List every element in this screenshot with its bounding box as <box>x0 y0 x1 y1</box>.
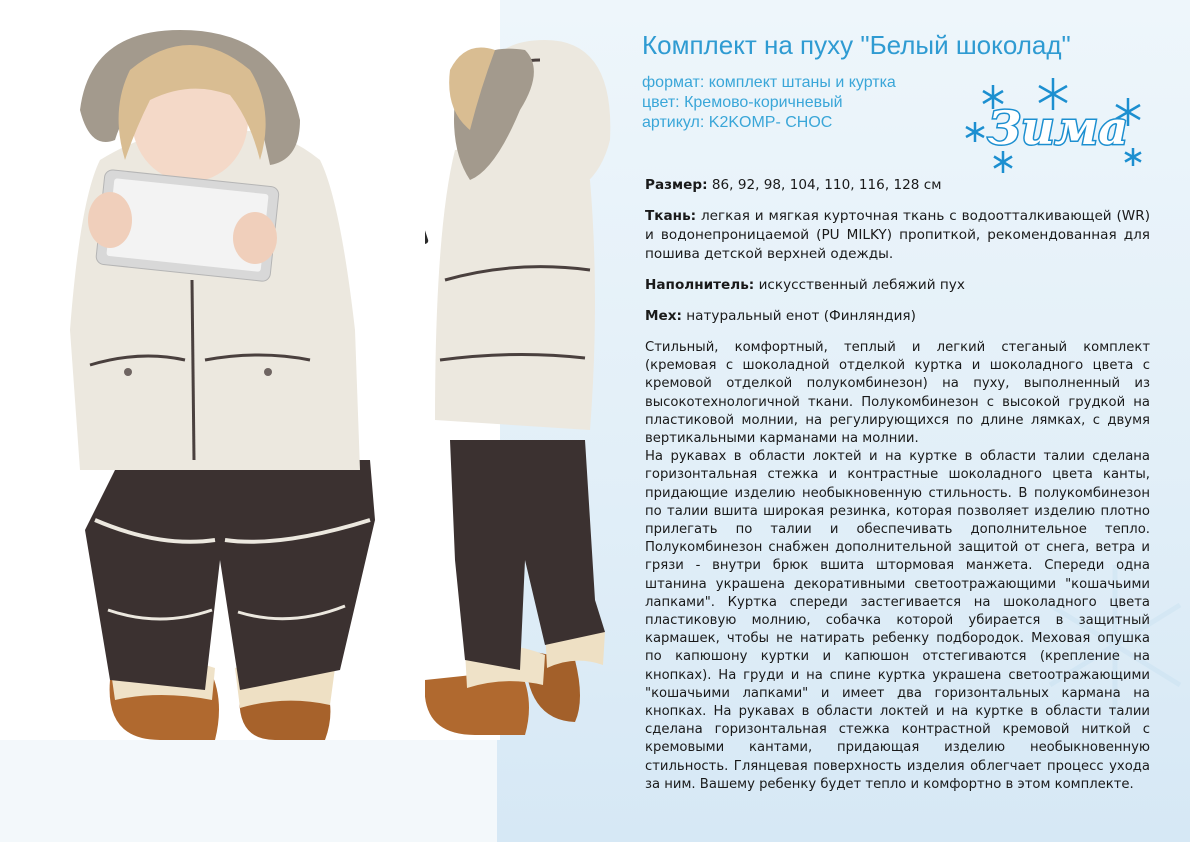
pants <box>85 460 375 690</box>
spec-fur: Мех: натуральный енот (Финляндия) <box>645 308 916 324</box>
brand-logo <box>963 72 1153 182</box>
product-specs <box>645 176 1150 338</box>
product-photo-back <box>425 0 625 842</box>
spec-fabric: Ткань: легкая и мягкая курточная ткань с водоотталкивающей (WR) и водонепроницаемой (PU MILKY) пропиткой, рекомендованная для пошива детской верхней одежды. <box>645 208 1150 262</box>
product-title: Комплект на пуху "Белый шоколад" <box>642 30 1071 60</box>
product-article: артикул: K2KOMP- CHOC <box>642 114 833 131</box>
logo-text: Зима <box>987 101 1129 155</box>
description-paragraph: Стильный, комфортный, теплый и легкий стеганый комплект (кремовая с шоколадной отделкой куртка и шоколадного цвета с кремовой отделкой полукомбинезон) на пуху, выполненный из высокотехнологичной ткани. Полукомбинезон с высокой грудкой на пластиковой молнии, на регулирующихся по длине лямках, с двумя вертикальными карманами на молнии. <box>645 340 1150 447</box>
spec-size: Размер: 86, 92, 98, 104, 110, 116, 128 см <box>645 177 942 193</box>
product-color: цвет: Кремово-коричневый <box>642 94 843 111</box>
spec-filler: Наполнитель: искусственный лебяжий пух <box>645 277 965 293</box>
description-paragraph: На рукавах в области локтей и на куртке в области талии сделана горизонтальная стежка и контрастные шоколадного цвета канты, придающие изделию необыкновенную стильность. В полукомбинезон по талии вшита широкая резинка, которая позволяет изделию плотно прилегать по талии и обеспечивать дополнительное тепло. Полукомбинезон снабжен дополнительной защитой от снега, ветра и грязи - внутри брюк вшита штормовая манжета. Спереди одна штанина украшена декоративными светоотражающими "кошачьими лапками". Куртка спереди застегивается на шоколадного цвета пластиковую молнию, собачка которой убирается в защитный кармашек, чтобы не натирать ребенку подбородок. Меховая опушка по капюшону куртки и капюшон отстегиваются (крепление на кнопках). На груди и на спине куртка украшена светоотражающими "кошачьими лапками" и имеет два горизонтальных кармана на кнопках. На рукавах в области локтей и на куртке в области талии сделана горизонтальная стежка контрастной кремовой ниткой с кремовыми кантами, придающая изделию необыкновенную стильность. Глянцевая поверхность изделия облегчает процесс ухода за ним. Вашему ребенку будет тепло и комфортно в этом комплекте. <box>645 449 1150 792</box>
product-description <box>645 339 1150 794</box>
product-format: формат: комплект штаны и куртка <box>642 74 896 91</box>
product-meta <box>642 73 896 133</box>
